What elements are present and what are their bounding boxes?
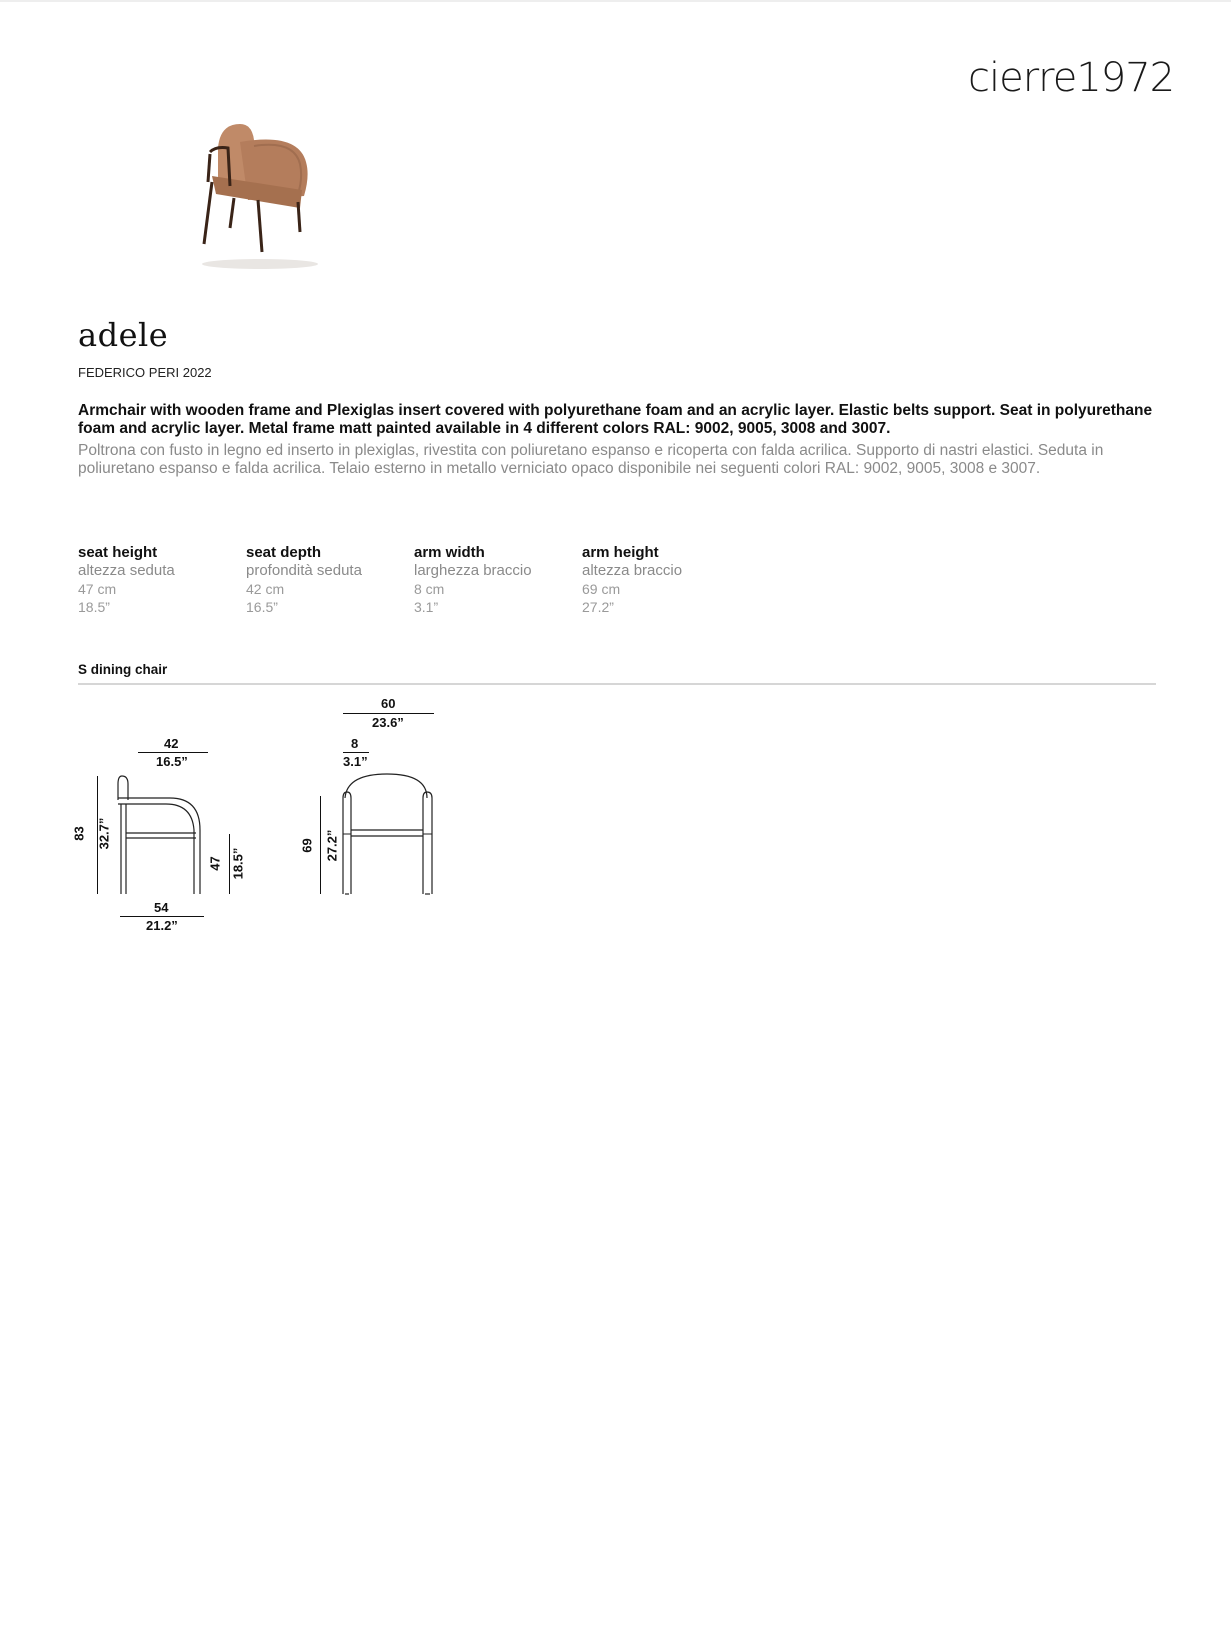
- spec-table: [78, 544, 750, 616]
- front-arm-height-line: [320, 796, 321, 894]
- front-arm-width-line: [343, 752, 369, 753]
- side-height-seat-cm: 47: [207, 856, 223, 871]
- front-arm-width-cm: 8: [351, 736, 359, 751]
- side-depth-total-line: [120, 916, 204, 917]
- spec-label-en: arm width: [414, 544, 485, 561]
- side-depth-total-in: 21.2”: [146, 918, 178, 933]
- spec-seat-height: [78, 544, 246, 616]
- spec-label-it: profondità seduta: [246, 562, 362, 579]
- spec-imperial: 27.2”: [582, 599, 614, 615]
- spec-arm-width: [414, 544, 582, 616]
- front-arm-height-in: 27.2”: [324, 829, 340, 862]
- spec-metric: 8 cm: [414, 581, 445, 597]
- front-width-total-in: 23.6”: [372, 715, 404, 730]
- spec-arm-height: [582, 544, 750, 616]
- chair-product-photo: [190, 118, 330, 278]
- spec-metric: 69 cm: [582, 581, 621, 597]
- section-divider: [78, 683, 1156, 685]
- front-view-drawing: [335, 770, 445, 900]
- spec-metric: 47 cm: [78, 581, 117, 597]
- description-italian: Poltrona con fusto in legno ed inserto in plexiglas, rivestita con poliuretano espanso e ricoperta con falda acrilica. Supporto di nastri elastici. Seduta in poliuretano espanso e falda acrilica. Telaio esterno in metallo verniciato opaco disponibile nei seguenti colori RAL: 9002, 9005, 3008 e 3007.: [78, 442, 1104, 477]
- spec-label-en: seat depth: [246, 544, 322, 561]
- front-arm-width-in: 3.1”: [343, 754, 368, 769]
- brand-logo: [968, 48, 1175, 108]
- side-depth-total-cm: 54: [154, 900, 169, 915]
- designer-credit: FEDERICO PERI 2022: [78, 365, 212, 380]
- side-height-seat-in: 18.5”: [230, 847, 246, 880]
- front-width-total-cm: 60: [381, 696, 396, 711]
- spec-imperial: 18.5”: [78, 599, 110, 615]
- spec-label-it: altezza braccio: [582, 562, 683, 579]
- spec-imperial: 16.5”: [246, 599, 278, 615]
- spec-label-it: larghezza braccio: [414, 562, 532, 579]
- spec-label-en: seat height: [78, 544, 158, 561]
- side-depth-seat-in: 16.5”: [156, 754, 188, 769]
- section-heading: S dining chair: [78, 662, 168, 677]
- product-title: adele: [78, 316, 169, 354]
- side-depth-seat-line: [138, 752, 208, 753]
- spec-metric: 42 cm: [246, 581, 285, 597]
- spec-label-en: arm height: [582, 544, 659, 561]
- front-width-total-line: [343, 713, 434, 714]
- spec-seat-depth: [246, 544, 414, 616]
- brand-logo-text: cierre1972: [968, 55, 1175, 101]
- spec-label-it: altezza seduta: [78, 562, 175, 579]
- spec-imperial: 3.1”: [414, 599, 439, 615]
- side-depth-seat-cm: 42: [164, 736, 179, 751]
- description-english: Armchair with wooden frame and Plexiglas insert covered with polyurethane foam and an acrylic layer. Elastic belts support. Seat in polyurethane foam and acrylic layer. Metal frame matt painted available in 4 different colors RAL: 9002, 9005, 3008 and 3007.: [78, 402, 1153, 437]
- front-arm-height-cm: 69: [299, 838, 315, 853]
- side-height-total-in: 32.7”: [96, 817, 112, 850]
- top-rule: [0, 0, 1231, 2]
- side-view-drawing: [90, 770, 250, 900]
- side-height-total-cm: 83: [71, 826, 87, 841]
